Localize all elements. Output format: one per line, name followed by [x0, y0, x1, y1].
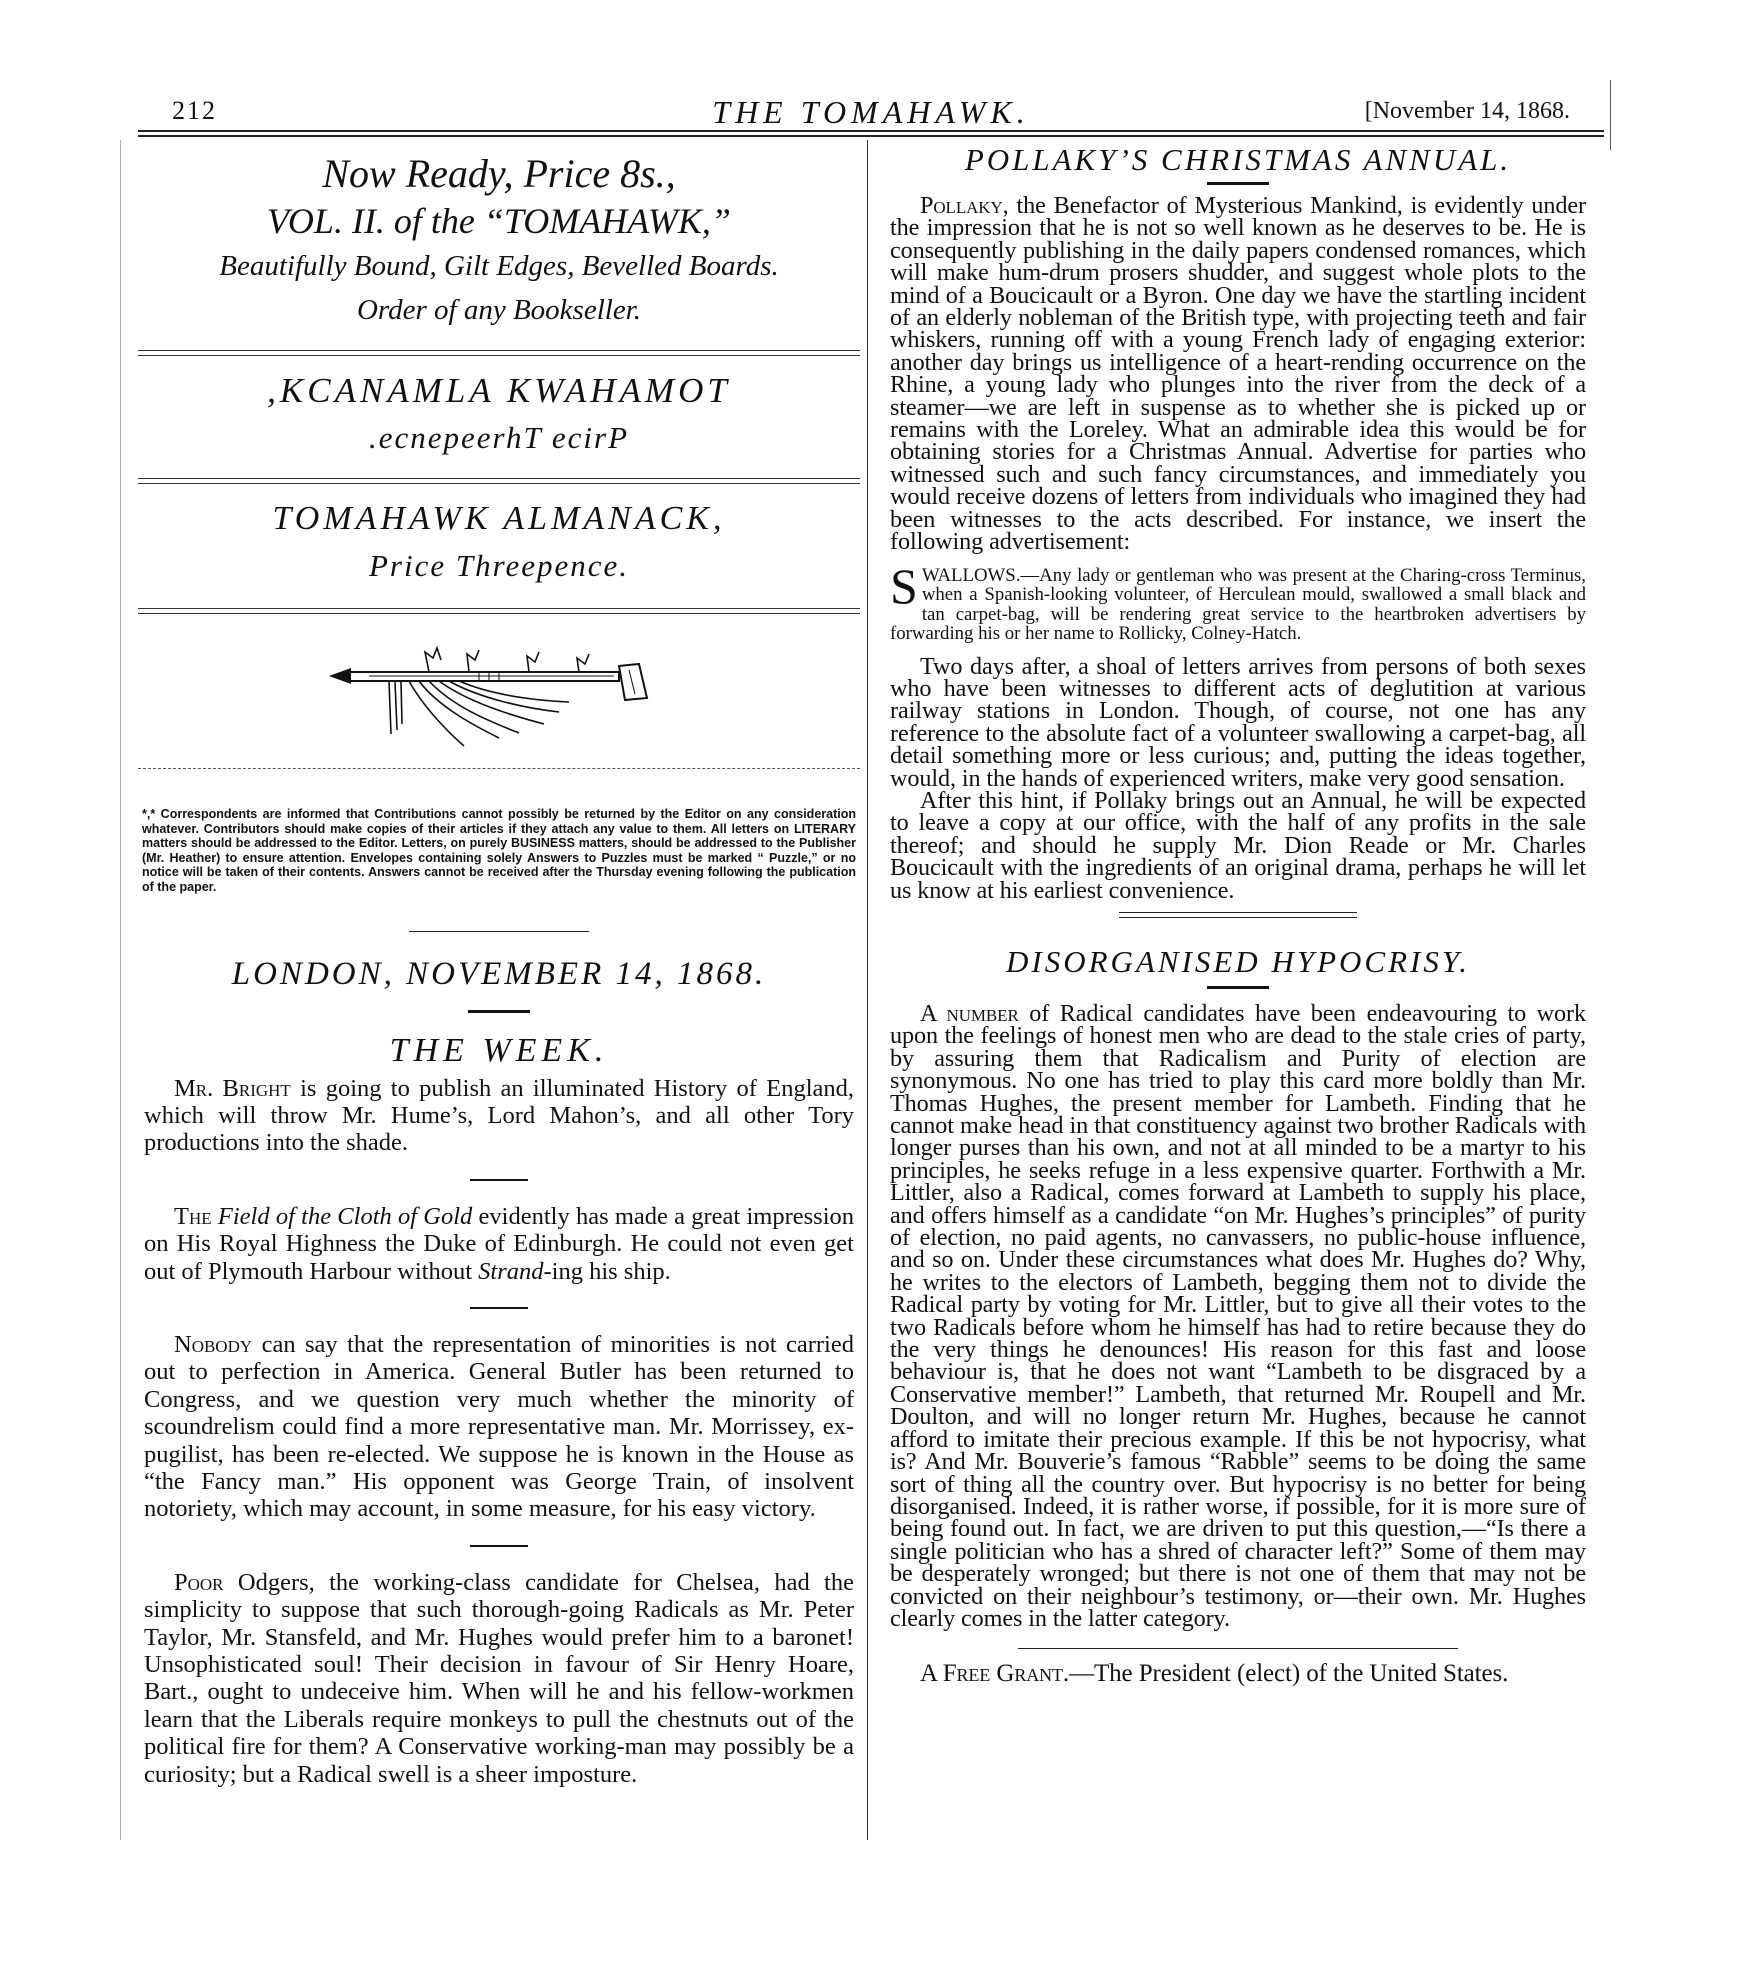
run-in-lead: Poor — [174, 1568, 224, 1596]
section-rule — [1207, 986, 1269, 989]
advertisement-text: WALLOWS.—Any lady or gentleman who was present at the Charing-cross Terminus, when a Spanish-looking volunteer, of Herculean mould, swallowed a small black and tan carpet-bag, will be rendering great service to the heartbroken advertisers by forwarding his or her name to Rollicky, Colney-Hatch. — [890, 564, 1586, 644]
week-paragraph — [144, 1075, 854, 1157]
right-column — [882, 140, 1594, 1686]
page-edge-right — [1610, 80, 1611, 150]
divider-double — [138, 478, 860, 484]
long-rule — [1018, 1648, 1458, 1649]
reversed-advertisement — [138, 366, 860, 460]
ad-volume: VOL. II. of the “TOMAHAWK,” — [267, 201, 731, 241]
run-in-lead: Nobody — [174, 1331, 253, 1358]
issue-date: [November 14, 1868. — [1364, 98, 1570, 124]
ad-title: Now Ready, Price 8s., — [322, 151, 676, 196]
almanack-advertisement — [138, 494, 860, 588]
week-paragraph — [144, 1331, 854, 1523]
hypocrisy-paragraph — [890, 999, 1586, 1632]
almanack-title: TOMAHAWK ALMANACK, — [272, 500, 726, 537]
divider-double — [1119, 912, 1357, 918]
left-column — [138, 140, 860, 1788]
reversed-title: ,KCANAMLA KWAHAMOT — [267, 371, 731, 410]
divider-double — [138, 350, 860, 356]
paragraph-text: Odgers, the working-class candidate for Chelsea, had the simplicity to suppose that such thorough-going Radicals as Mr. Peter Taylor, Mr. Stansfeld, and Mr. Hughes would prefer him to a baronet! Unsophisticated soul! Their decision in favour of Sir Henry Hoare, Bart., ought to undeceive him. When will he and his fellow-workmen learn that the Liberals require monkeys to pull the chestnuts out of the political fire for them? A Conservative working-man may possibly be a curiosity; but a Radical swell is a sheer imposture. — [144, 1568, 854, 1788]
hypocrisy-body — [890, 999, 1586, 1632]
dateline: LONDON, NOVEMBER 14, 1868. — [231, 955, 767, 992]
paragraph-text: of Radical candidates have been endeavouring to work upon the feelings of honest men who are dead to the stale cries of party, by assuring them that Radicalism and Purity of election are synonymous. No one has tried to play this card more boldly than Mr. Thomas Hughes, the present member for Lambeth. Finding that he cannot make head in that constituency against two brother Radicals with longer purses than his own, and not at all minded to be a martyr to his principles, he seeks refuge in a less expensive quarter. Forthwith a Mr. Littler, also a Radical, comes forward at Lambeth to supply his place, and offers himself as a candidate “on Mr. Hughes’s principles” of purity of election, no paid agents, no canvassers, no public-house influence, and so on. Under these circumstances what does Mr. Hughes do? Why, he writes to the electors of Lambeth, begging them not to divide the Radical party by voting for Mr. Littler, but to give all their votes to the two Radicals before whom he himself has had to retire because they do the very things he denounces! His reason for this fast and loose behaviour is, that he does not want “Lambeth to be disgraced by a Conservative member!” Lambeth, that returned Mr. Roupell and Mr. Doulton, and will no longer return Mr. Hughes, because he cannot afford to imitate their precious example. If this be not hypocrisy, what is? And Mr. Bouverie’s famous “Rabble” seems to be doing the same sort of thing all the country over. But hypocrisy is no better for being disorganised. Indeed, it is rather worse, if possible, for it is more sure of being found out. In fact, we are driven to put this question,—“Is there a single politician who has a shred of character left?” Some of them may be desperately wronged; but there is not one of them that may not be convicted on their neighbour’s testimony, or—their own. Mr. Hughes clearly comes in the latter category. — [890, 999, 1586, 1632]
divider-double — [138, 608, 860, 614]
paragraph-text: -ing his ship. — [543, 1257, 671, 1285]
week-paragraph — [144, 1203, 854, 1285]
paragraph-text: , the Benefactor of Mysterious Mankind, is evidently under the impression that he is not so well known as he deserves to be. He is consequently publishing in the daily papers condensed romances, which will make hum-drum prosers shudder, and suggest whole plots to the mind of a Boucicault or a Byron. One day we have the startling incident of an elderly nobleman of the British type, with projecting teeth and fair whiskers, running off with a young French lady of engaging exterior: another day brings us intelligence of a heart-rending occurrence on the Rhine, a young lady who plunges into the river from the deck of a steamer—we are left in suspense as to whether she is picked up or remains with the Loreley. What an admirable idea this would be for obtaining stories for a Christmas Annual. Advertise for parties who witnessed such and such fancy circumstances, and immediately you would receive dozens of letters from individuals who imagined they had been witnesses to the acts described. For instance, we insert the following advertisement: — [890, 192, 1586, 556]
page-number: 212 — [172, 96, 217, 125]
annual-paragraph: After this hint, if Pollaky brings out an Annual, he will be expected to leave a copy at our office, with the half of any profits in the sale thereof; and should he supply Mr. Dion Reade or Mr. Charles Boucicault with the ingredients of an original drama, perhaps he will let us know at his earliest convenience. — [890, 786, 1586, 904]
section-rule — [1207, 182, 1269, 185]
paragraph-text: evidently has made a great impression on His Royal Highness the Duke of Edinburgh. He could not even get out of Plymouth Harbour without — [144, 1202, 855, 1285]
ad-order: Order of any Bookseller. — [356, 294, 642, 326]
almanack-price: Price Threepence. — [368, 548, 630, 583]
run-in-lead: Pollaky — [920, 192, 1003, 219]
header-rule-bottom — [138, 135, 1604, 137]
short-rule — [409, 931, 589, 932]
run-in-lead: A Free Grant. — [920, 1660, 1070, 1688]
section-heading-hypocrisy: DISORGANISED HYPOCRISY. — [1006, 943, 1470, 979]
ad-binding: Beautifully Bound, Gilt Edges, Bevelled Boards. — [219, 250, 779, 282]
run-in-lead: The — [174, 1202, 212, 1230]
paragraph-text: can say that the representation of minorities is not carried out to perfection in America. General Butler has been returned to Congress, and we question very much whether the minority of scoundrelism could find a more representative man. Mr. Morrissey, ex-pugilist, has been re-elected. We suppose he is known in the House as “the Fancy man.” His opponent was George Train, of insolvent notoriety, which may account, in some measure, for his easy victory. — [144, 1331, 854, 1523]
italic-title: Field of the Cloth of Gold — [217, 1202, 473, 1230]
dashed-rule — [138, 768, 860, 769]
paragraph-text: is going to publish an illuminated History of England, which will throw Mr. Hume’s, Lord Mahon’s, and all other Tory productions into the shade. — [144, 1074, 855, 1157]
run-in-lead: A number — [920, 999, 1019, 1027]
run-in-lead: Mr. Bright — [174, 1074, 291, 1102]
section-heading-pollaky: POLLAKY’S CHRISTMAS ANNUAL. — [964, 142, 1512, 177]
volume-advertisement — [138, 150, 860, 332]
the-week-body — [144, 1075, 854, 1789]
header-rule-top — [138, 130, 1604, 132]
italic-word: Strand — [478, 1257, 544, 1285]
annual-paragraph — [890, 192, 1586, 556]
column-divider — [867, 140, 868, 1840]
publication-title: THE TOMAHAWK. — [712, 94, 1030, 130]
page-header — [138, 96, 1604, 128]
pollaky-body-continued — [890, 652, 1586, 904]
swallows-advertisement — [890, 557, 1586, 644]
week-paragraph — [144, 1569, 854, 1788]
paragraph-text: —The President (elect) of the United States. — [1069, 1660, 1509, 1688]
drop-cap: S — [890, 557, 918, 614]
section-rule — [468, 1010, 530, 1013]
pollaky-body — [890, 192, 1586, 556]
correspondents-notice: *,* Correspondents are informed that Contributions cannot possibly be returned by the Editor on any consideration whatever. Contributors should make copies of their articles if they attach any value to them. All letters on LITERARY matters should be addressed to the Editor. Letters, on purely BUSINESS matters, should be addressed to the Publisher (Mr. Heather) to ensure attention. Envelopes containing solely Answers to Puzzles must be marked “ Puzzle,” or no notice will be taken of their contents. Answers cannot be received after the Thursday evening following the publication of the paper. — [142, 807, 856, 894]
page-edge-left — [120, 140, 121, 1840]
free-grant-paragraph — [890, 1660, 1586, 1688]
section-heading-the-week: THE WEEK. — [389, 1031, 609, 1069]
free-grant-item — [890, 1660, 1586, 1688]
tomahawk-illustration — [329, 638, 669, 758]
annual-paragraph: Two days after, a shoal of letters arrives from persons of both sexes who have been witnesses to different acts of deglutition at various railway stations in London. Though, of course, not one has any reference to the absolute fact of a volunteer swallowing a carpet-bag, all detail something more or less curious; and, putting the ideas together, would, in the hands of experienced writers, make very good sensation. — [890, 652, 1586, 792]
reversed-price: .ecnepeerhT ecirP — [368, 420, 630, 455]
